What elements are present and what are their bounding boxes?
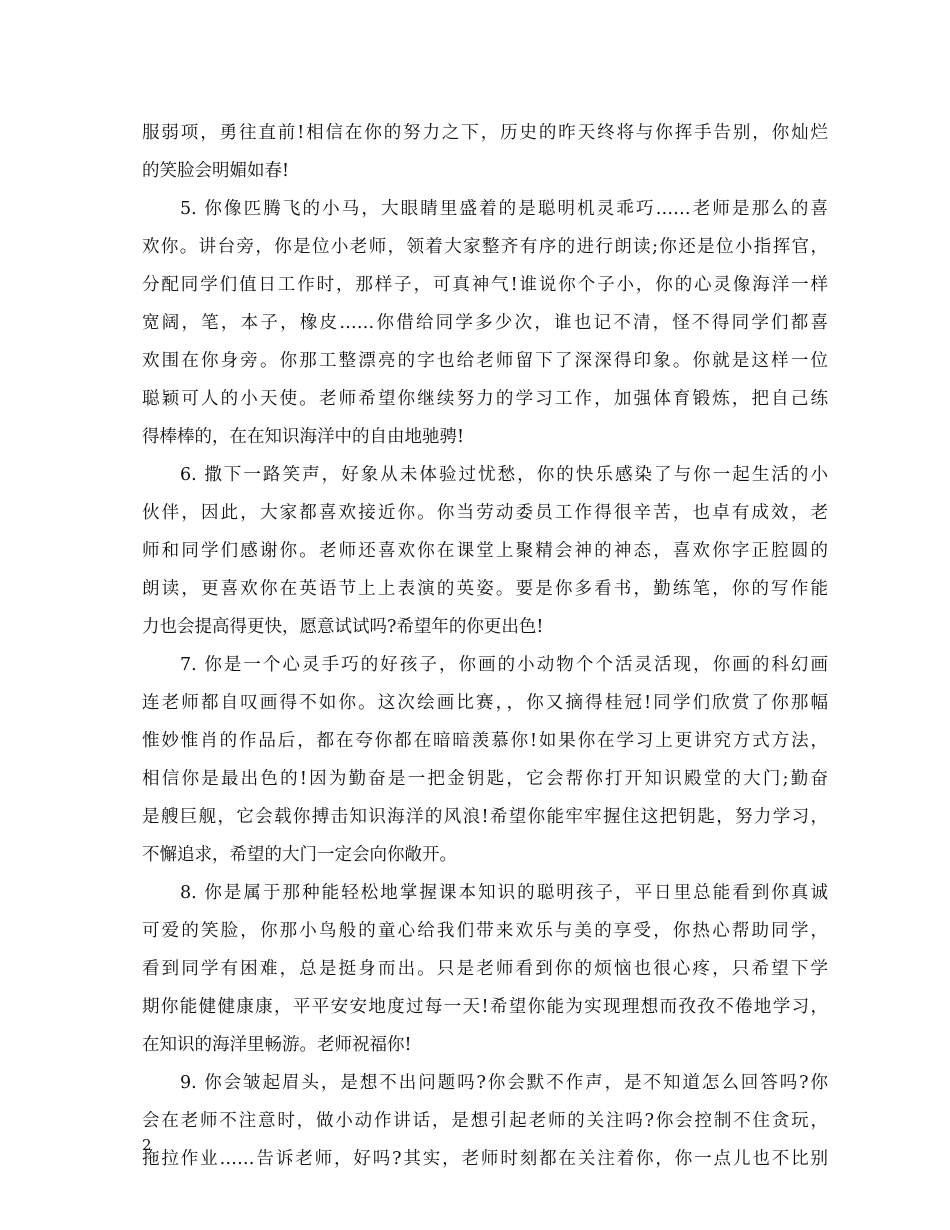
text-line: 相信你是最出色的!因为勤奋是一把金钥匙，它会帮你打开知识殿堂的大门;勤奋	[142, 769, 828, 789]
text-line: 力也会提高得更快，愿意试试吗?希望年的你更出色!	[142, 617, 544, 637]
text-line: 欢你。讲台旁，你是位小老师，领着大家整齐有序的进行朗读;你还是位小指挥官，	[142, 237, 828, 257]
text-line: 分配同学们值日工作时，那样子，可真神气!谁说你个子小，你的心灵像海洋一样	[142, 275, 828, 295]
text-line: 聪颖可人的小天使。老师希望你继续努力的学习工作，加强体育锻炼，把自己练	[142, 389, 828, 409]
page-number: 2	[142, 1136, 152, 1154]
paragraph-first-line: 5. 你像匹腾飞的小马，大眼睛里盛着的是聪明机灵乖巧……老师是那么的喜	[180, 199, 828, 219]
paragraph-first-line: 9. 你会皱起眉头，是想不出问题吗?你会默不作声，是不知道怎么回答吗?你	[180, 1073, 828, 1093]
text-line: 惟妙惟肖的作品后，都在夸你都在暗暗羡慕你!如果你在学习上更讲究方式方法，	[142, 731, 828, 751]
paragraph-first-line: 6. 撒下一路笑声，好象从未体验过忧愁，你的快乐感染了与你一起生活的小	[180, 465, 828, 485]
text-line: 可爱的笑脸，你那小鸟般的童心给我们带来欢乐与美的享受，你热心帮助同学，	[142, 921, 828, 941]
text-line: 得棒棒的，在在知识海洋中的自由地驰骋!	[142, 427, 465, 447]
text-line: 师和同学们感谢你。老师还喜欢你在课堂上聚精会神的神态，喜欢你字正腔圆的	[142, 541, 828, 561]
text-line: 不懈追求，希望的大门一定会向你敞开。	[142, 845, 457, 865]
text-line: 会在老师不注意时，做小动作讲话，是想引起老师的关注吗?你会控制不住贪玩，	[142, 1111, 828, 1131]
text-line: 期你能健健康康，平平安安地度过每一天!希望你能为实现理想而孜孜不倦地学习，	[142, 997, 828, 1017]
paragraph-first-line: 8. 你是属于那种能轻松地掌握课本知识的聪明孩子，平日里总能看到你真诚	[180, 883, 828, 903]
text-line: 拖拉作业……告诉老师，好吗?其实，老师时刻都在关注着你，你一点儿也不比别	[142, 1149, 828, 1169]
text-line: 朗读，更喜欢你在英语节上上表演的英姿。要是你多看书，勤练笔，你的写作能	[142, 579, 828, 599]
text-line: 服弱项，勇往直前!相信在你的努力之下，历史的昨天终将与你挥手告别，你灿烂	[142, 123, 828, 143]
text-line: 欢围在你身旁。你那工整漂亮的字也给老师留下了深深得印象。你就是这样一位	[142, 351, 828, 371]
text-line: 看到同学有困难，总是挺身而出。只是老师看到你的烦恼也很心疼，只希望下学	[142, 959, 828, 979]
text-line: 的笑脸会明媚如春!	[142, 161, 290, 181]
text-line: 是艘巨舰，它会载你搏击知识海洋的风浪!希望你能牢牢握住这把钥匙，努力学习，	[142, 807, 828, 827]
text-line: 连老师都自叹画得不如你。这次绘画比赛，，你又摘得桂冠!同学们欣赏了你那幅	[142, 693, 828, 713]
document-body	[142, 114, 828, 1178]
text-line: 宽阔，笔，本子，橡皮……你借给同学多少次，谁也记不清，怪不得同学们都喜	[142, 313, 828, 333]
paragraph-first-line: 7. 你是一个心灵手巧的好孩子，你画的小动物个个活灵活现，你画的科幻画	[180, 655, 828, 675]
text-line: 在知识的海洋里畅游。老师祝福你!	[142, 1035, 412, 1055]
text-line: 伙伴，因此，大家都喜欢接近你。你当劳动委员工作得很辛苦，也卓有成效，老	[142, 503, 828, 523]
